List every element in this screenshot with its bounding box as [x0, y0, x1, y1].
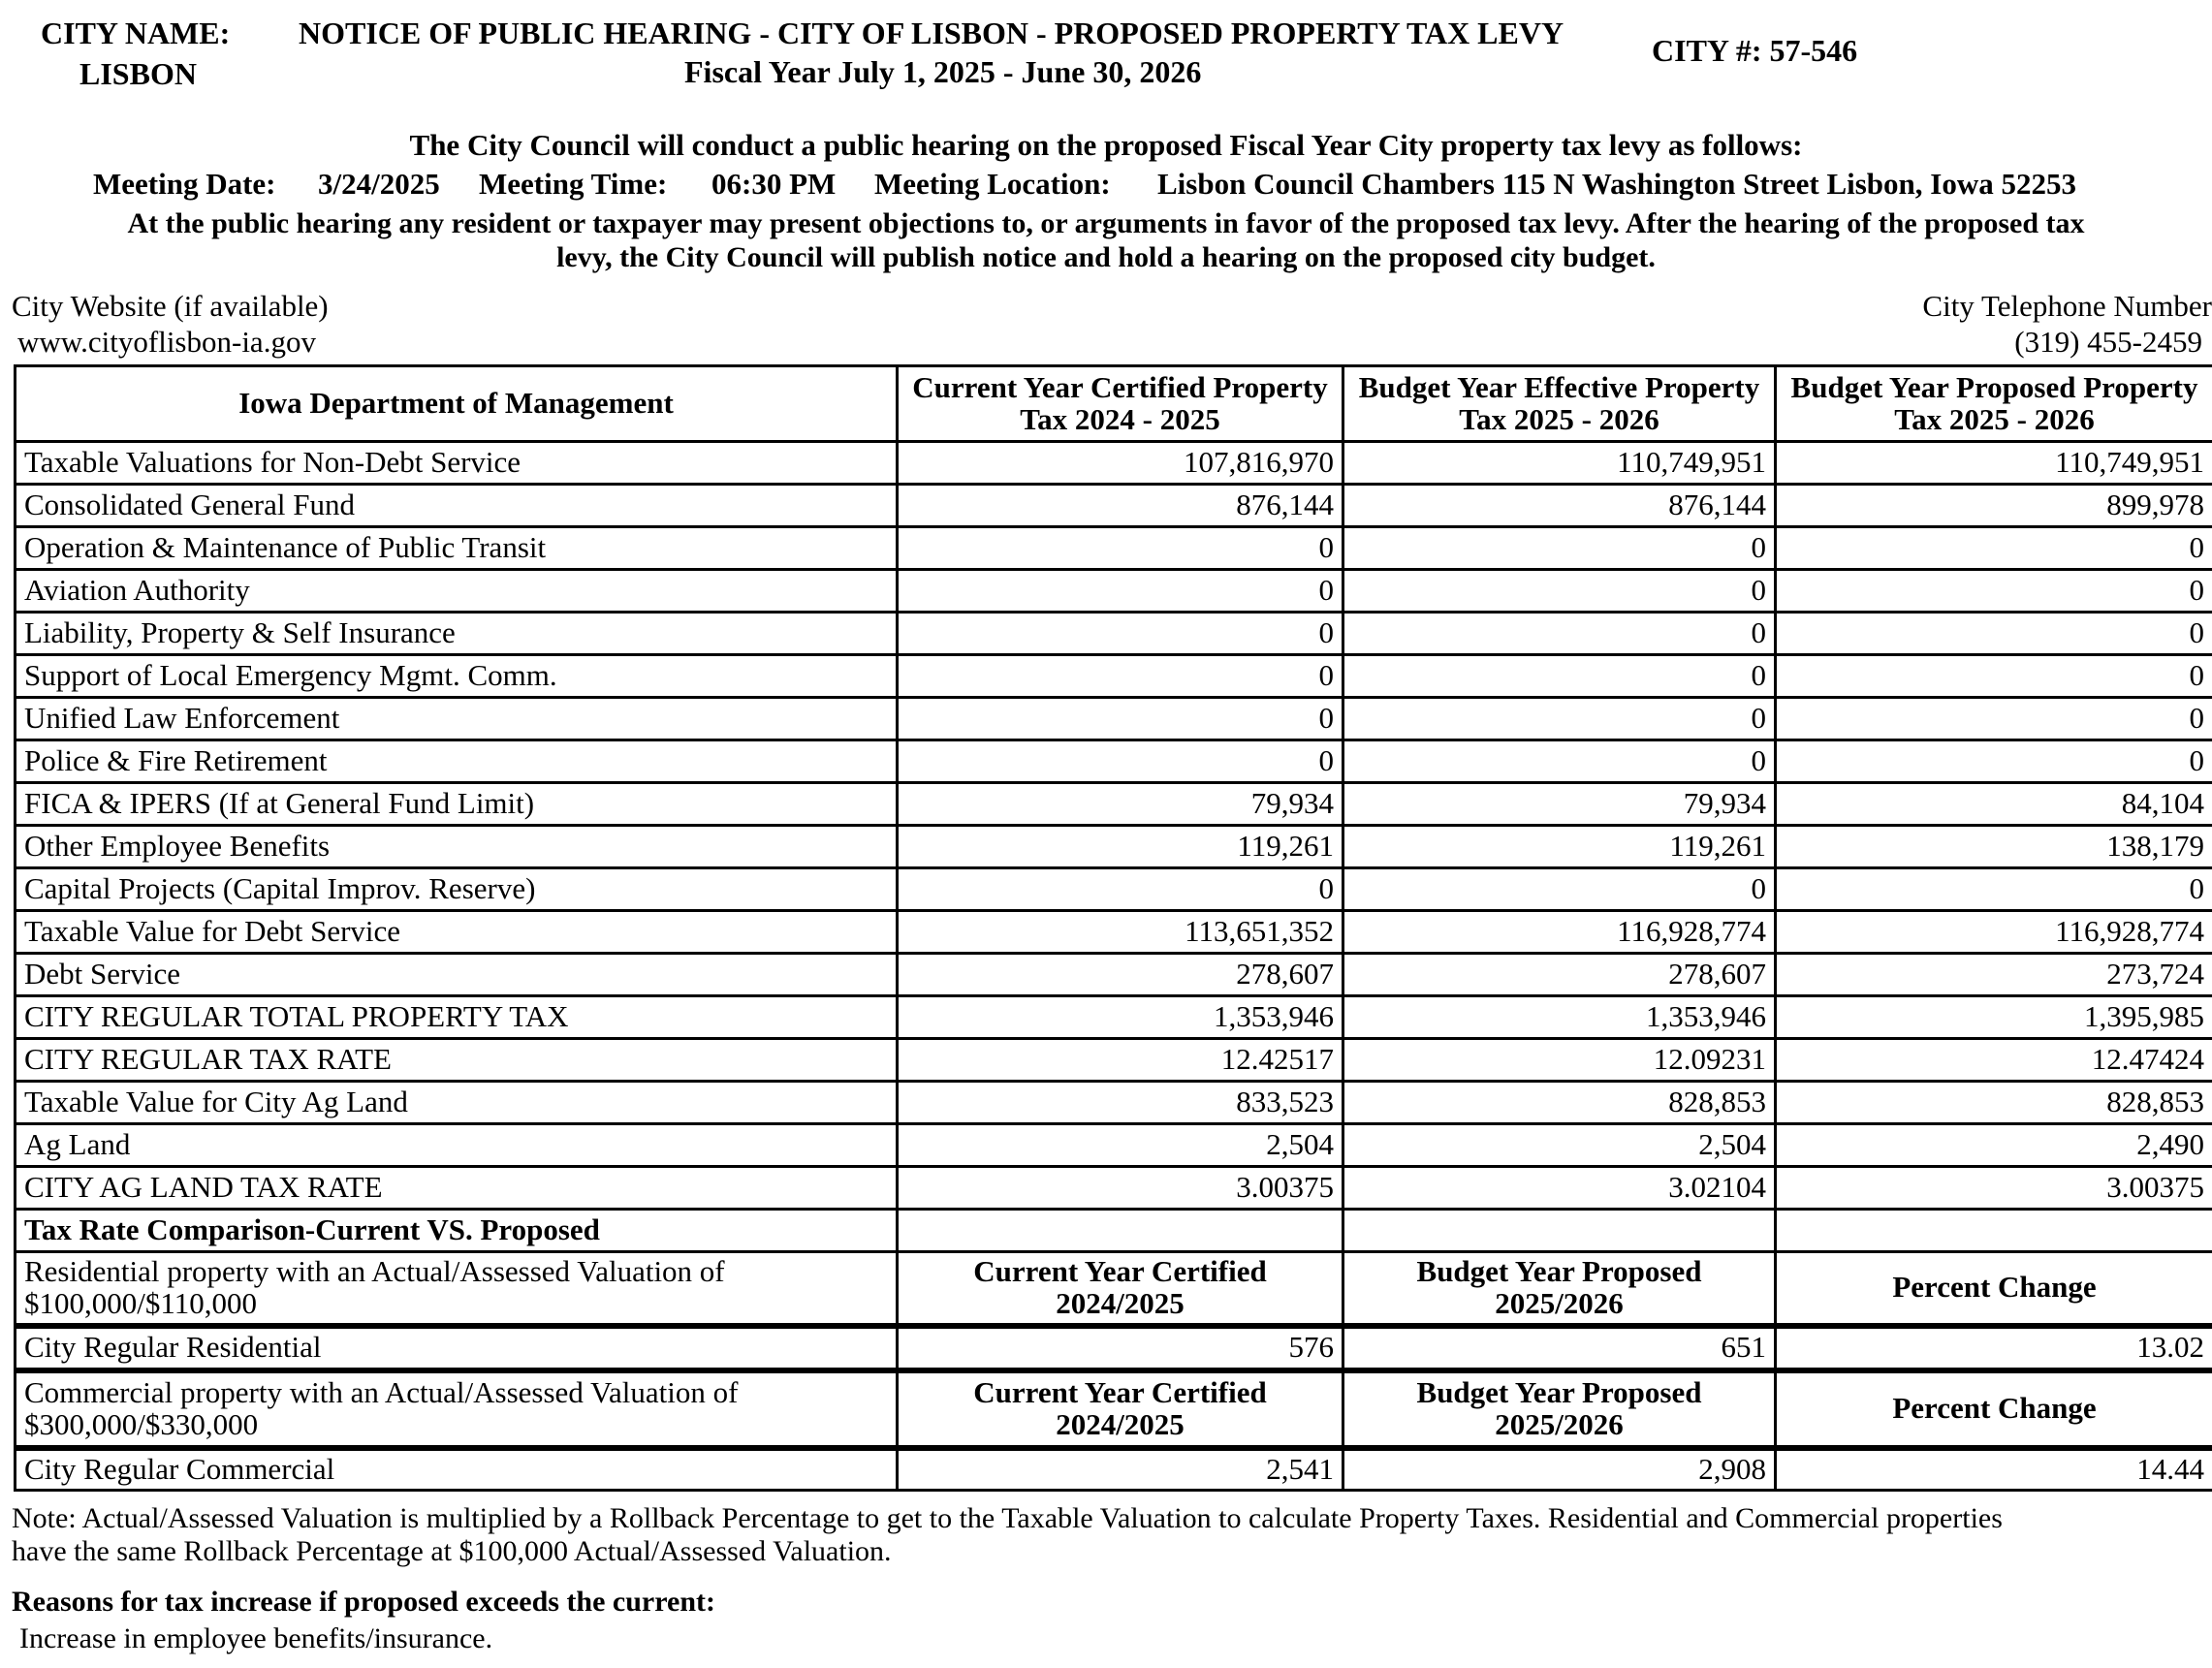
table-row: [16, 613, 2212, 655]
row-effective: 0: [1343, 570, 1776, 613]
row-current: 0: [898, 740, 1343, 783]
table-row: [16, 485, 2212, 527]
header-iowa-dept: Iowa Department of Management: [16, 366, 898, 442]
row-label: Consolidated General Fund: [16, 485, 898, 527]
table-row: [16, 698, 2212, 740]
row-proposed: 0: [1776, 570, 2212, 613]
row-current: 278,607: [898, 954, 1343, 996]
row-proposed: 0: [1776, 527, 2212, 570]
commercial-header-row: [16, 1370, 2212, 1448]
row-proposed: 0: [1776, 698, 2212, 740]
row-proposed: 0: [1776, 613, 2212, 655]
row-current: 876,144: [898, 485, 1343, 527]
reasons-title: Reasons for tax increase if proposed exceeds the current:: [12, 1586, 716, 1618]
empty-cell: [1343, 1210, 1776, 1252]
residential-change: 13.02: [1776, 1326, 2212, 1370]
empty-cell: [898, 1210, 1343, 1252]
meeting-date-label: Meeting Date:: [93, 167, 276, 201]
row-proposed: 3.00375: [1776, 1167, 2212, 1210]
row-current: 107,816,970: [898, 442, 1343, 485]
row-proposed: 0: [1776, 655, 2212, 698]
row-effective: 0: [1343, 613, 1776, 655]
city-name-label: CITY NAME:: [41, 16, 231, 50]
row-label: Other Employee Benefits: [16, 826, 898, 868]
empty-cell: [1776, 1210, 2212, 1252]
row-current: 0: [898, 868, 1343, 911]
commercial-desc: Commercial property with an Actual/Assessed Valuation of $300,000/$330,000: [16, 1370, 898, 1448]
table-row: [16, 655, 2212, 698]
row-effective: 79,934: [1343, 783, 1776, 826]
row-current: 12.42517: [898, 1039, 1343, 1082]
table-row: [16, 570, 2212, 613]
row-effective: 116,928,774: [1343, 911, 1776, 954]
row-effective: 3.02104: [1343, 1167, 1776, 1210]
table-row: [16, 868, 2212, 911]
meeting-date: 3/24/2025: [318, 167, 440, 201]
row-proposed: 0: [1776, 868, 2212, 911]
row-label: Liability, Property & Self Insurance: [16, 613, 898, 655]
row-effective: 0: [1343, 527, 1776, 570]
row-current: 119,261: [898, 826, 1343, 868]
row-effective: 0: [1343, 655, 1776, 698]
table-row: [16, 783, 2212, 826]
header-proposed-year: Budget Year Proposed Property Tax 2025 - 2026: [1776, 366, 2212, 442]
row-current: 0: [898, 527, 1343, 570]
commercial-col-current: Current Year Certified 2024/2025: [898, 1370, 1343, 1448]
intro-line-3b: levy, the City Council will publish notice and hold a hearing on the proposed city budget.: [556, 241, 1656, 273]
row-label: Operation & Maintenance of Public Transit: [16, 527, 898, 570]
commercial-change: 14.44: [1776, 1448, 2212, 1491]
row-current: 0: [898, 570, 1343, 613]
intro-line-1: The City Council will conduct a public hearing on the proposed Fiscal Year City property tax levy as follows:: [409, 128, 1803, 162]
row-proposed: 2,490: [1776, 1124, 2212, 1167]
row-effective: 2,504: [1343, 1124, 1776, 1167]
commercial-row: [16, 1448, 2212, 1491]
table-row: [16, 954, 2212, 996]
property-tax-table: [14, 364, 2212, 1492]
city-name: LISBON: [79, 56, 197, 91]
row-proposed: 138,179: [1776, 826, 2212, 868]
row-effective: 0: [1343, 868, 1776, 911]
row-proposed: 273,724: [1776, 954, 2212, 996]
row-proposed: 110,749,951: [1776, 442, 2212, 485]
residential-desc: Residential property with an Actual/Assessed Valuation of $100,000/$110,000: [16, 1252, 898, 1326]
residential-row: [16, 1326, 2212, 1370]
row-proposed: 828,853: [1776, 1082, 2212, 1124]
residential-current: 576: [898, 1326, 1343, 1370]
table-row: [16, 996, 2212, 1039]
row-effective: 0: [1343, 698, 1776, 740]
table-header-row: [16, 366, 2212, 442]
row-proposed: 0: [1776, 740, 2212, 783]
residential-proposed: 651: [1343, 1326, 1776, 1370]
city-number: CITY #: 57-546: [1652, 33, 1858, 68]
header-current-year: Current Year Certified Property Tax 2024 - 2025: [898, 366, 1343, 442]
residential-col-change: Percent Change: [1776, 1252, 2212, 1326]
note-line-2: have the same Rollback Percentage at $100,000 Actual/Assessed Valuation.: [12, 1535, 892, 1567]
row-current: 2,504: [898, 1124, 1343, 1167]
commercial-col-change: Percent Change: [1776, 1370, 2212, 1448]
row-proposed: 899,978: [1776, 485, 2212, 527]
table-row: [16, 740, 2212, 783]
meeting-location: Lisbon Council Chambers 115 N Washington Street Lisbon, Iowa 52253: [1157, 167, 2076, 201]
row-current: 79,934: [898, 783, 1343, 826]
website[interactable]: www.cityoflisbon-ia.gov: [17, 325, 316, 359]
row-proposed: 12.47424: [1776, 1039, 2212, 1082]
row-current: 0: [898, 613, 1343, 655]
row-current: 1,353,946: [898, 996, 1343, 1039]
comparison-title-row: [16, 1210, 2212, 1252]
row-effective: 119,261: [1343, 826, 1776, 868]
table-row: [16, 911, 2212, 954]
row-label: Taxable Value for City Ag Land: [16, 1082, 898, 1124]
phone: (319) 455-2459: [2014, 325, 2202, 359]
commercial-proposed: 2,908: [1343, 1448, 1776, 1491]
row-label: CITY REGULAR TOTAL PROPERTY TAX: [16, 996, 898, 1039]
row-proposed: 84,104: [1776, 783, 2212, 826]
row-label: Ag Land: [16, 1124, 898, 1167]
row-effective: 1,353,946: [1343, 996, 1776, 1039]
row-label: CITY AG LAND TAX RATE: [16, 1167, 898, 1210]
commercial-current: 2,541: [898, 1448, 1343, 1491]
residential-col-current: Current Year Certified 2024/2025: [898, 1252, 1343, 1326]
comparison-title: Tax Rate Comparison-Current VS. Proposed: [16, 1210, 898, 1252]
row-effective: 12.09231: [1343, 1039, 1776, 1082]
row-effective: 828,853: [1343, 1082, 1776, 1124]
website-label: City Website (if available): [12, 289, 329, 323]
row-effective: 110,749,951: [1343, 442, 1776, 485]
note-line-1: Note: Actual/Assessed Valuation is multiplied by a Rollback Percentage to get to the Taxable Valuation to calculate Property Taxes. Residential and Commercial properties: [12, 1502, 2003, 1534]
residential-col-proposed: Budget Year Proposed 2025/2026: [1343, 1252, 1776, 1326]
row-current: 3.00375: [898, 1167, 1343, 1210]
reasons-text: Increase in employee benefits/insurance.: [19, 1622, 493, 1654]
commercial-label: City Regular Commercial: [16, 1448, 898, 1491]
row-effective: 876,144: [1343, 485, 1776, 527]
phone-label: City Telephone Number: [1922, 289, 2212, 323]
row-label: Taxable Valuations for Non-Debt Service: [16, 442, 898, 485]
table-row: [16, 1167, 2212, 1210]
table-row: [16, 1082, 2212, 1124]
commercial-col-proposed: Budget Year Proposed 2025/2026: [1343, 1370, 1776, 1448]
row-current: 113,651,352: [898, 911, 1343, 954]
meeting-location-label: Meeting Location:: [874, 167, 1111, 201]
row-current: 0: [898, 655, 1343, 698]
row-label: FICA & IPERS (If at General Fund Limit): [16, 783, 898, 826]
row-label: Police & Fire Retirement: [16, 740, 898, 783]
table-row: [16, 826, 2212, 868]
table-row: [16, 527, 2212, 570]
header-effective-year: Budget Year Effective Property Tax 2025 - 2026: [1343, 366, 1776, 442]
row-current: 0: [898, 698, 1343, 740]
row-label: Support of Local Emergency Mgmt. Comm.: [16, 655, 898, 698]
table-row: [16, 1124, 2212, 1167]
row-label: Unified Law Enforcement: [16, 698, 898, 740]
row-current: 833,523: [898, 1082, 1343, 1124]
row-label: Aviation Authority: [16, 570, 898, 613]
table-row: [16, 1039, 2212, 1082]
row-label: Debt Service: [16, 954, 898, 996]
row-effective: 0: [1343, 740, 1776, 783]
table-row: [16, 442, 2212, 485]
row-proposed: 116,928,774: [1776, 911, 2212, 954]
page-title: NOTICE OF PUBLIC HEARING - CITY OF LISBON - PROPOSED PROPERTY TAX LEVY: [299, 16, 1564, 50]
meeting-time-label: Meeting Time:: [479, 167, 668, 201]
residential-label: City Regular Residential: [16, 1326, 898, 1370]
intro-line-3a: At the public hearing any resident or taxpayer may present objections to, or arguments in favor of the proposed tax levy. After the hearing of the proposed tax: [127, 207, 2085, 239]
fiscal-year: Fiscal Year July 1, 2025 - June 30, 2026: [684, 54, 1202, 89]
row-effective: 278,607: [1343, 954, 1776, 996]
meeting-time: 06:30 PM: [711, 167, 837, 201]
row-label: Taxable Value for Debt Service: [16, 911, 898, 954]
residential-header-row: [16, 1252, 2212, 1326]
row-proposed: 1,395,985: [1776, 996, 2212, 1039]
row-label: Capital Projects (Capital Improv. Reserve): [16, 868, 898, 911]
row-label: CITY REGULAR TAX RATE: [16, 1039, 898, 1082]
